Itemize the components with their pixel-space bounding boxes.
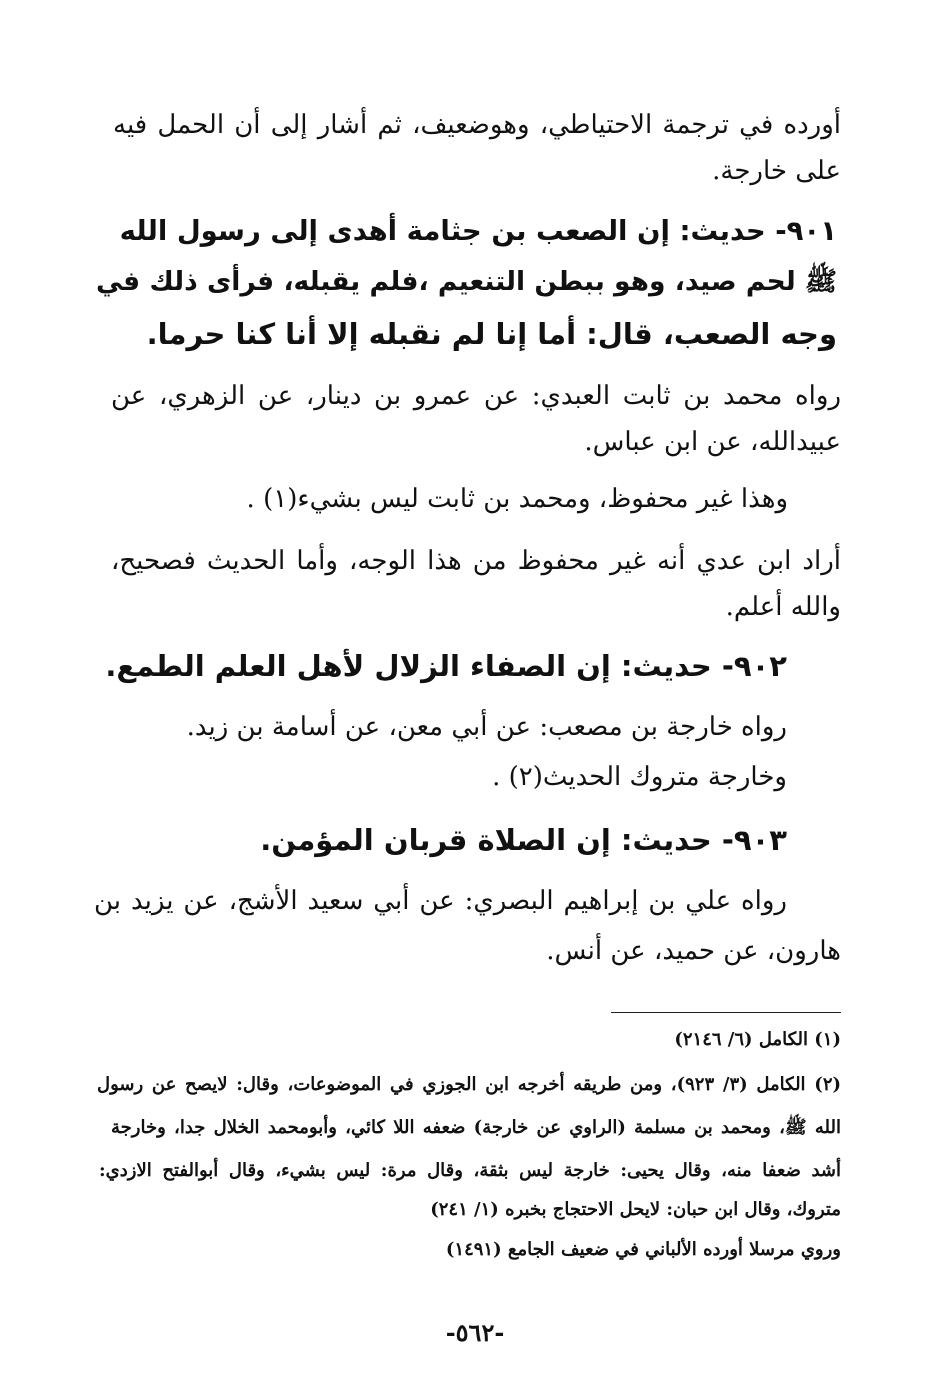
paragraph-2-line-2: عبيدالله، عن ابن عباس. [584, 427, 841, 457]
footnote-2-line-1: (٢) الكامل (٣/ ٩٢٣)، ومن طريقه أخرجه ابن الجوزي في الموضوعات، وقال: لايصح عن رسول [97, 1074, 842, 1095]
footnote-1: (١) الكامل (٦/ ٢١٤٦) [674, 1029, 841, 1050]
hadith-902-line-1: ٩٠٢- حديث: إن الصفاء الزلال لأهل العلم الطمع. [105, 649, 787, 683]
paragraph-2-line-1: رواه محمد بن ثابت العبدي: عن عمرو بن دينار، عن الزهري، عن [111, 381, 841, 411]
hadith-901-line-3: وجه الصعب، قال: أما إنا لم نقبله إلا أنا كنا حرما. [146, 317, 837, 351]
paragraph-3-line-1: وهذا غير محفوظ، ومحمد بن ثابت ليس بشيء(١) . [246, 484, 788, 514]
paragraph-5-line-1: رواه خارجة بن مصعب: عن أبي معن، عن أسامة بن زيد. [186, 712, 787, 742]
paragraph-1-line-1: أورده في ترجمة الاحتياطي، وهوضعيف، ثم أشار إلى أن الحمل فيه [113, 110, 841, 140]
page-number: -٥٦٢- [445, 1318, 505, 1347]
footnote-2-line-4: متروك، وقال ابن حبان: لايحل الاحتجاج بخبره (١/ ٢٤١) [430, 1199, 841, 1220]
paragraph-1-line-2: على خارجة. [712, 156, 841, 186]
hadith-901-line-2: ﷺ لحم صيد، وهو ببطن التنعيم ،فلم يقبله، فرأى ذلك في [96, 266, 837, 297]
hadith-901-line-1: ٩٠١- حديث: إن الصعب بن جثامة أهدى إلى رسول الله [119, 215, 837, 247]
footnote-2-line-5: وروي مرسلا أورده الألباني في ضعيف الجامع (١٤٩١) [445, 1239, 841, 1260]
paragraph-5-line-2: وخارجة متروك الحديث(٢) . [492, 762, 787, 792]
paragraph-4-line-2: والله أعلم. [725, 592, 841, 622]
hadith-903-line-1: ٩٠٣- حديث: إن الصلاة قربان المؤمن. [260, 823, 787, 857]
footnote-2-line-3: أشد ضعفا منه، وقال يحيى: خارجة ليس بثقة، وقال مرة: ليس بشيء، وقال أبوالفتح الازدي: [99, 1160, 841, 1181]
paragraph-6-line-1: رواه علي بن إبراهيم البصري: عن أبي سعيد الأشج، عن يزيد بن [94, 886, 787, 916]
paragraph-6-line-2: هارون، عن حميد، عن أنس. [546, 936, 841, 966]
footnote-separator [611, 1012, 841, 1013]
paragraph-4-line-1: أراد ابن عدي أنه غير محفوظ من هذا الوجه، وأما الحديث فصحيح، [111, 546, 841, 576]
footnote-2-line-2: الله ﷺ، ومحمد بن مسلمة (الراوي عن خارجة) ضعفه اللا كائي، وأبومحمد الخلال جدا، وخارجة [111, 1117, 841, 1138]
